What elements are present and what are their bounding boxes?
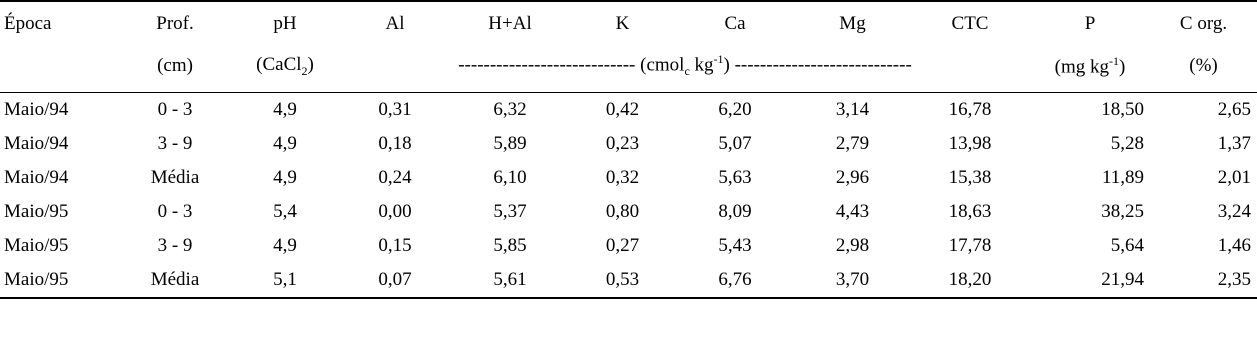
table-row [0,93,1257,128]
cell-corg: 2,01 [1217,167,1251,188]
cell-al: 0,07 [340,263,450,298]
header-mg: Mg [795,1,910,44]
cell-ctc: 18,63 [948,201,992,222]
cell-ph: 4,9 [273,99,297,120]
cell-hal: 6,10 [493,167,527,188]
header-row [0,1,1257,44]
unit-cmol: ---------------------------- (cmol$_c$ $kg^{-1}$) ---------------------------- [340,44,1030,93]
cell-hal: 5,61 [450,263,570,298]
cell-ca: 5,43 [718,235,752,256]
unit-prof: (cm) [120,44,230,93]
cell-prof: 0 - 3 [157,99,193,120]
cell-p: 5,28 [1110,133,1144,154]
cell-k: 0,27 [605,235,640,256]
cell-ca: 5,63 [718,167,752,188]
cell-mg: 2,79 [835,133,870,154]
cell-ca: 5,07 [718,133,752,154]
cell-k: 0,53 [570,263,675,298]
cell-epoca: Maio/94 [4,133,69,154]
unit-ph: (CaCl$_2$) [230,44,340,93]
cell-al: 0,24 [378,167,412,188]
cell-ctc: 18,20 [910,263,1030,298]
unit-corg: (%) [1150,44,1257,93]
cell-k: 0,32 [605,167,640,188]
cell-corg: 1,37 [1217,133,1251,154]
cell-hal: 5,37 [493,201,527,222]
header-ctc: CTC [910,1,1030,44]
units-epoca-empty [0,44,120,93]
cell-epoca: Maio/94 [4,167,69,188]
cell-hal: 5,85 [493,235,527,256]
cell-ca: 6,20 [718,99,752,120]
cell-ctc: 13,98 [948,133,992,154]
cell-k: 0,23 [605,133,640,154]
table-row [0,263,1257,298]
cell-mg: 3,14 [835,99,870,120]
cell-ctc: 17,78 [948,235,992,256]
cell-ph: 5,1 [230,263,340,298]
cell-al: 0,31 [378,99,412,120]
cell-ca: 6,76 [675,263,795,298]
header-epoca: Época [0,1,120,44]
cell-hal: 5,89 [493,133,527,154]
cell-corg: 2,35 [1150,263,1257,298]
cell-k: 0,42 [605,99,640,120]
cell-p: 11,89 [1101,167,1144,188]
cell-k: 0,80 [605,201,640,222]
table-row [0,195,1257,229]
cell-ph: 4,9 [273,235,297,256]
header-ph: pH [230,1,340,44]
cell-epoca: Maio/95 [4,235,69,256]
cell-p: 5,64 [1110,235,1144,256]
header-prof: Prof. [120,1,230,44]
cell-ph: 5,4 [273,201,297,222]
cell-prof: 3 - 9 [157,133,193,154]
cell-p: 21,94 [1030,263,1150,298]
cell-al: 0,00 [378,201,412,222]
header-hal: H+Al [450,1,570,44]
cell-ph: 4,9 [273,133,297,154]
cell-mg: 2,98 [835,235,870,256]
cell-ctc: 15,38 [948,167,992,188]
cell-p: 18,50 [1101,99,1144,120]
header-corg: C org. [1150,1,1257,44]
table-row [0,229,1257,263]
header-al: Al [340,1,450,44]
cell-hal: 6,32 [493,99,527,120]
units-row [0,44,1257,93]
table-row [0,127,1257,161]
header-k: K [570,1,675,44]
table-row [0,161,1257,195]
cell-mg: 4,43 [835,201,870,222]
cell-prof: 0 - 3 [157,201,193,222]
cell-corg: 2,65 [1217,99,1251,120]
header-ca: Ca [675,1,795,44]
cell-epoca: Maio/94 [4,99,69,120]
cell-al: 0,15 [378,235,412,256]
cell-prof: Média [120,263,230,298]
cell-ca: 8,09 [718,201,752,222]
cell-ph: 4,9 [273,167,297,188]
cell-epoca: Maio/95 [0,263,120,298]
cell-al: 0,18 [378,133,412,154]
cell-ctc: 16,78 [948,99,992,120]
cell-p: 38,25 [1101,201,1144,222]
header-p: P [1030,1,1150,44]
cell-mg: 2,96 [835,167,870,188]
cell-epoca: Maio/95 [4,201,69,222]
cell-prof: 3 - 9 [157,235,193,256]
cell-mg: 3,70 [795,263,910,298]
cell-corg: 1,46 [1217,235,1251,256]
cell-prof: Média [150,167,200,188]
unit-p: (mg $kg^{-1}$) [1030,44,1150,93]
cell-corg: 3,24 [1217,201,1251,222]
